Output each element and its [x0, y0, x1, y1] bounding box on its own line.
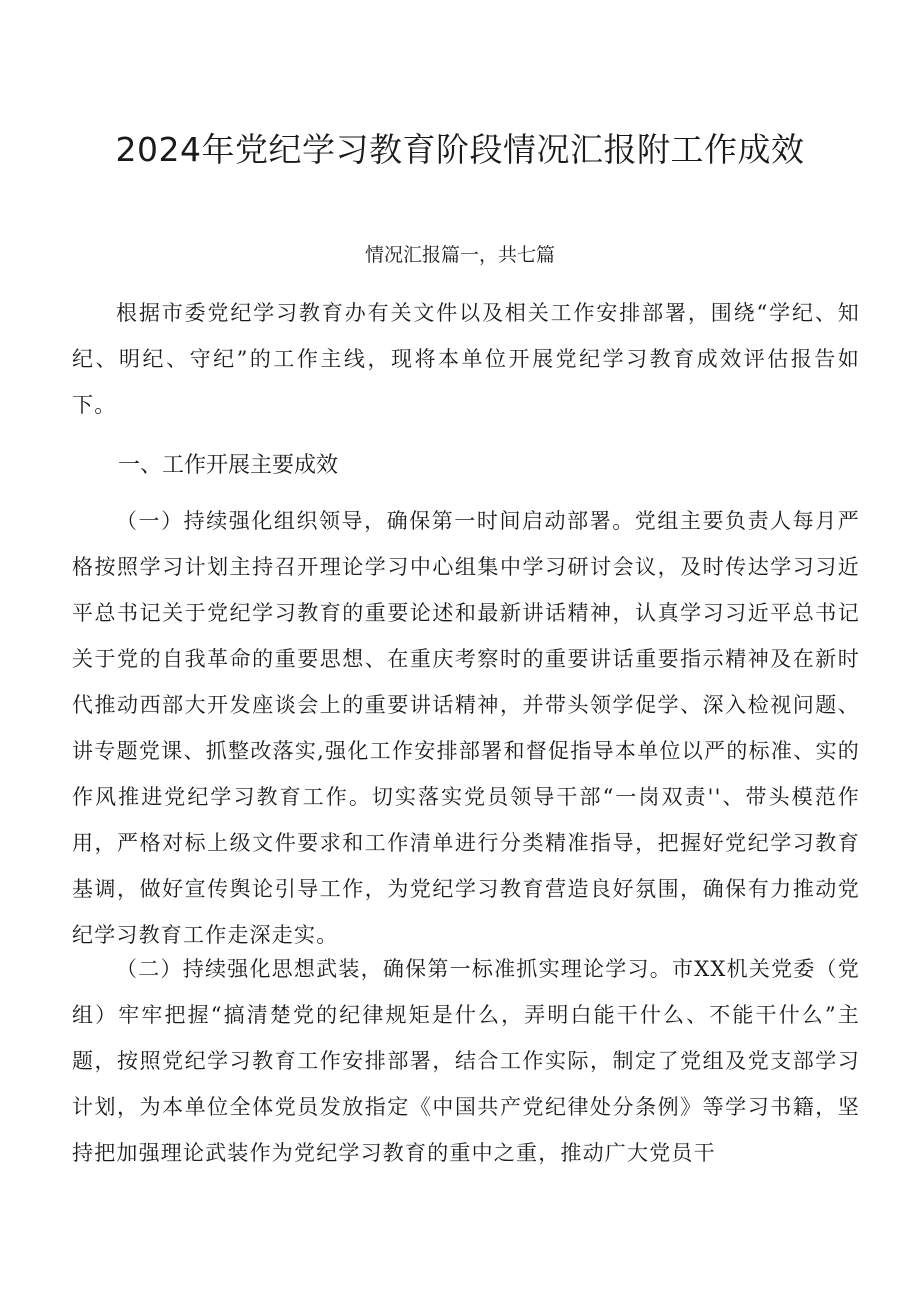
section-heading-1: 一、工作开展主要成效: [118, 453, 339, 478]
intro-paragraph: 根据市委党纪学习教育办有关文件以及相关工作安排部署，围绕“学纪、知纪、明纪、守纪”的工作主线，现将本单位开展党纪学习教育成效评估报告如下。: [72, 301, 860, 417]
document-title: 2024年党纪学习教育阶段情况汇报附工作成效: [115, 130, 805, 169]
paragraph-item-2: （二）持续强化思想武装，确保第一标准抓实理论学习。市XX机关党委（党组）牢牢把握“搞清楚党的纪律规矩是什么，弄明白能干什么、不能干什么”主题，按照党纪学习教育工作安排部署，结合工作实际，制定了党组及党支部学习计划，为本单位全体党员发放指定《中国共产党纪律处分条例》等学习书籍，坚持把加强理论武装作为党纪学习教育的重中之重，推动广大党员干: [72, 957, 860, 1165]
document-subtitle: 情况汇报篇一，共七篇: [364, 244, 555, 266]
paragraph-item-1: （一）持续强化组织领导，确保第一时间启动部署。党组主要负责人每月严格按照学习计划主持召开理论学习中心组集中学习研讨会议，及时传达学习习近平总书记关于党纪学习教育的重要论述和最新讲话精神，认真学习习近平总书记关于党的自我革命的重要思想、在重庆考察时的重要讲话重要指示精神及在新时代推动西部大开发座谈会上的重要讲话精神，并带头领学促学、深入检视问题、讲专题党课、抓整改落实,强化工作安排部署和督促指导本单位以严的标准、实的作风推进党纪学习教育工作。切实落实党员领导干部“一岗双责''、带头模范作用，严格对标上级文件要求和工作清单进行分类精准指导，把握好党纪学习教育基调，做好宣传舆论引导工作，为党纪学习教育营造良好氛围，确保有力推动党纪学习教育工作走深走实。: [72, 509, 860, 947]
